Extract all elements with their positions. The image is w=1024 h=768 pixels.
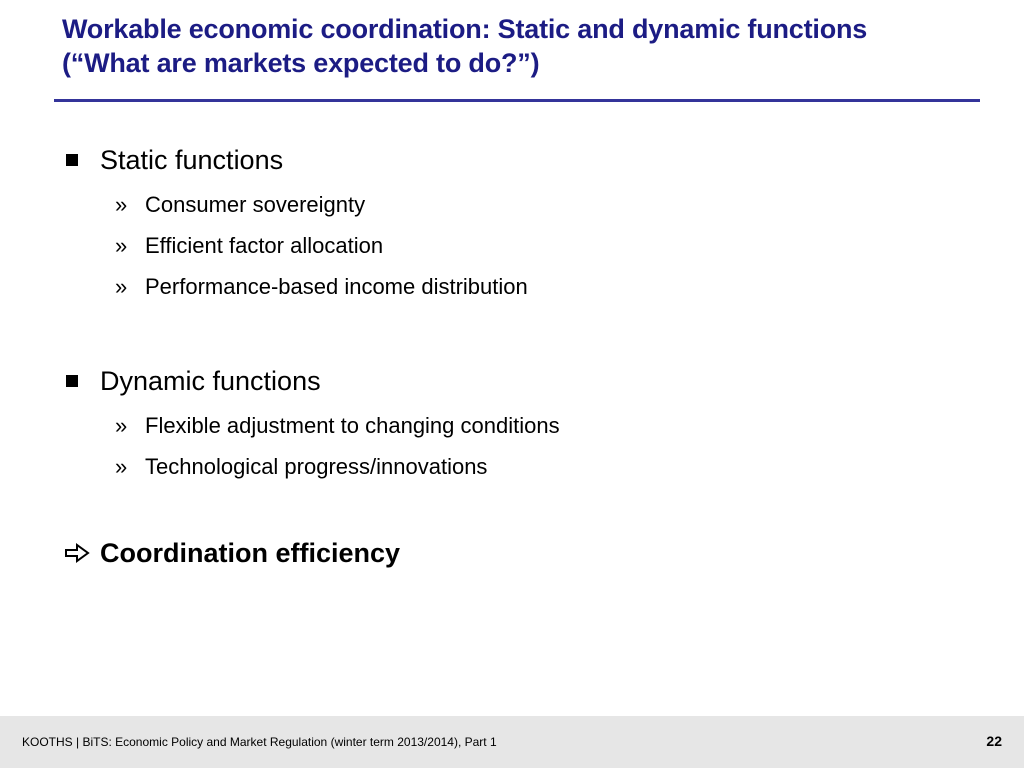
sub-bullet-marker: » <box>115 454 128 479</box>
slide-footer <box>0 716 1024 768</box>
list-item: Efficient factor allocation <box>145 233 384 258</box>
list-item: Flexible adjustment to changing conditions <box>145 413 560 438</box>
sub-bullet-marker: » <box>115 233 128 258</box>
sub-bullet-marker: » <box>115 192 128 217</box>
list-item: Technological progress/innovations <box>145 454 488 479</box>
conclusion-text: Coordination efficiency <box>100 538 401 568</box>
sub-bullet-marker: » <box>115 413 128 438</box>
list-item: Performance-based income distribution <box>145 274 528 299</box>
list-item: Consumer sovereignty <box>145 192 366 217</box>
footer-citation: KOOTHS | BiTS: Economic Policy and Market Regulation (winter term 2013/2014), Part 1 <box>22 735 497 749</box>
page-number: 22 <box>986 733 1002 749</box>
section-heading-dynamic: Dynamic functions <box>100 366 321 396</box>
section-heading-static: Static functions <box>100 145 284 175</box>
square-bullet-icon <box>66 375 78 387</box>
slide-title-line-1: Workable economic coordination: Static and dynamic functions <box>62 14 868 44</box>
slide-title-line-2: (“What are markets expected to do?”) <box>62 48 540 78</box>
square-bullet-icon <box>66 154 78 166</box>
sub-bullet-marker: » <box>115 274 128 299</box>
right-arrow-outline-icon <box>64 543 90 563</box>
